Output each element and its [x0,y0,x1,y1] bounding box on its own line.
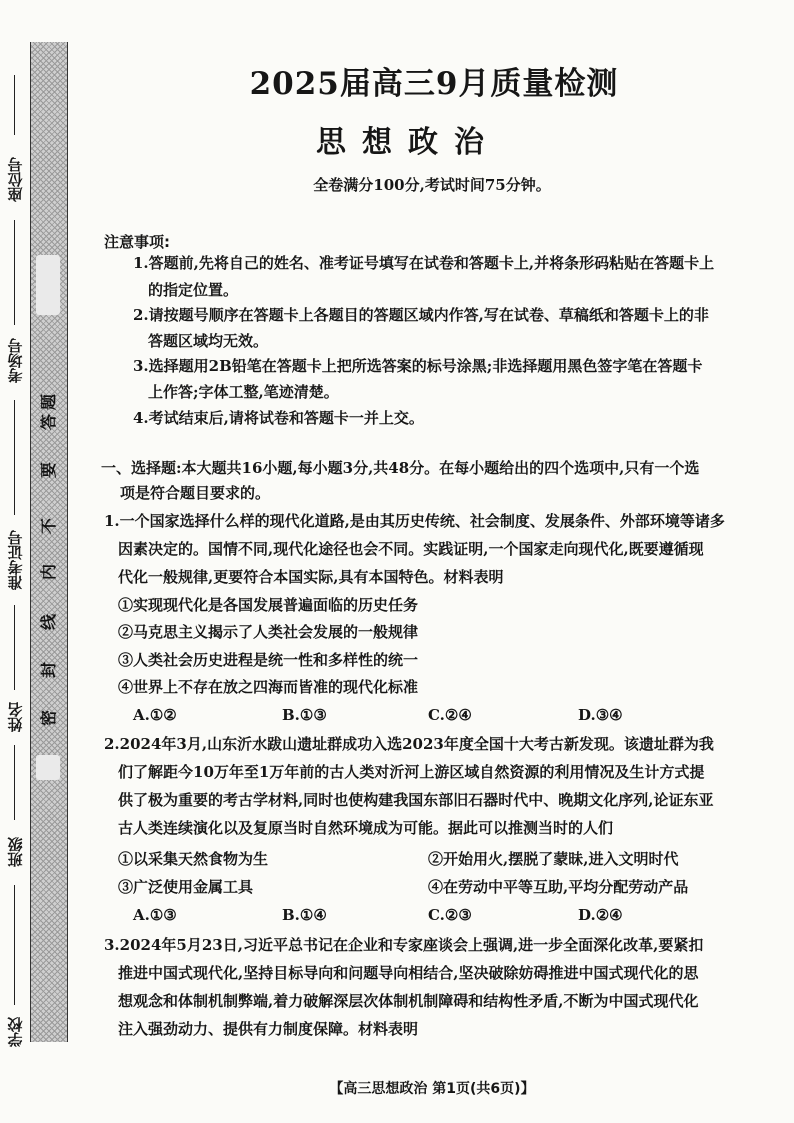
score-time-note: 全卷满分100分,考试时间75分钟。 [313,176,551,194]
seal-char: 答 [39,414,58,431]
notice-line: 的指定位置。 [148,281,239,299]
q1-stem-line: 1.一个国家选择什么样的现代化道路,是由其历史传统、社会制度、发展条件、外部环境等诸多 [104,512,725,530]
exam-room-label: 考场号 [6,338,25,384]
q3-stem-line: 推进中国式现代化,坚持目标导向和问题导向相结合,坚决破除妨碍推进中国式现代化的思 [118,964,699,982]
page-footer: 【高三思想政治 第1页(共6页)】 [329,1081,535,1097]
seal-char: 封 [39,662,58,679]
q1-option-b: B.①③ [282,706,327,724]
binding-margin [0,0,70,1123]
fill-line [14,400,15,515]
subject-title: 思想政治 [316,125,500,160]
q2-statement: ①以采集天然食物为生 [118,850,269,868]
q1-option-c: C.②④ [428,706,472,724]
q2-stem-line: 们了解距今10万年至1万年前的古人类对沂河上游区域自然资源的利用情况及生计方式提 [118,763,705,781]
seal-char: 不 [39,518,58,535]
seal-scratch-mark [36,755,60,780]
seal-char: 要 [39,462,58,479]
seal-char: 内 [39,564,58,581]
q2-stem-line: 供了极为重要的考古学材料,同时也使构建我国东部旧石器时代中、晚期文化序列,论证东亚 [118,791,714,809]
q1-statement: ③人类社会历史进程是统一性和多样性的统一 [118,651,419,669]
q2-stem-line: 2.2024年3月,山东沂水跋山遗址群成功入选2023年度全国十大考古新发现。该遗址群为我 [104,735,714,753]
notice-heading: 注意事项: [104,233,170,251]
q3-stem-line: 想观念和体制机制弊端,着力破解深层次体制机制障碍和结构性矛盾,不断为中国式现代化 [118,992,699,1010]
q1-stem-line: 代化一般规律,更要符合本国实际,具有本国特色。材料表明 [118,568,504,586]
fill-line [14,885,15,1005]
q2-statement: ④在劳动中平等互助,平均分配劳动产品 [428,878,689,896]
section-heading-cont: 项是符合题目要求的。 [120,484,271,502]
fill-line [14,605,15,690]
q2-stem-line: 古人类连续演化以及复原当时自然环境成为可能。据此可以推测当时的人们 [118,819,614,837]
seal-char: 题 [39,394,58,411]
q2-statement: ②开始用火,摆脱了蒙昧,进入文明时代 [428,850,679,868]
seal-char: 密 [39,710,58,727]
q2-option-b: B.①④ [282,906,327,924]
notice-line: 2.请按题号顺序在答题卡上各题目的答题区域内作答,写在试卷、草稿纸和答题卡上的非 [133,306,709,324]
fill-line [14,220,15,325]
q1-option-a: A.①② [133,706,177,724]
notice-line: 4.考试结束后,请将试卷和答题卡一并上交。 [133,409,424,427]
q3-stem-line: 3.2024年5月23日,习近平总书记在企业和专家座谈会上强调,进一步全面深化改革,要紧扣 [104,936,704,954]
q1-statement: ④世界上不存在放之四海而皆准的现代化标准 [118,678,419,696]
name-label: 姓名 [6,702,25,733]
notice-line: 3.选择题用2B铅笔在答题卡上把所选答案的标号涂黑;非选择题用黑色签字笔在答题卡 [133,357,703,375]
school-label: 学校 [6,1017,25,1048]
q2-option-c: C.②③ [428,906,472,924]
q2-statement: ③广泛使用金属工具 [118,878,254,896]
seat-number-label: 座位号 [6,157,25,203]
q1-option-d: D.③④ [578,706,623,724]
q2-option-d: D.②④ [578,906,623,924]
seal-scratch-mark [36,255,60,315]
notice-line: 答题区域均无效。 [148,332,269,350]
class-label: 班级 [6,837,25,868]
exam-title: 2025届高三9月质量检测 [249,66,619,102]
section-heading: 一、选择题:本大题共16小题,每小题3分,共48分。在每小题给出的四个选项中,只有一个选 [101,459,700,477]
fill-line [14,745,15,820]
notice-line: 1.答题前,先将自己的姓名、准考证号填写在试卷和答题卡上,并将条形码粘贴在答题卡上 [133,254,715,272]
q1-statement: ②马克思主义揭示了人类社会发展的一般规律 [118,623,419,641]
q2-option-a: A.①③ [133,906,177,924]
q1-stem-line: 因素决定的。国情不同,现代化途径也会不同。实践证明,一个国家走向现代化,既要遵循现 [118,540,704,558]
seal-char: 线 [39,614,58,631]
q1-statement: ①实现现代化是各国发展普遍面临的历史任务 [118,596,419,614]
q3-stem-line: 注入强劲动力、提供有力制度保障。材料表明 [118,1020,419,1038]
exam-id-label: 准考证号 [6,530,25,590]
notice-line: 上作答;字体工整,笔迹清楚。 [148,383,339,401]
